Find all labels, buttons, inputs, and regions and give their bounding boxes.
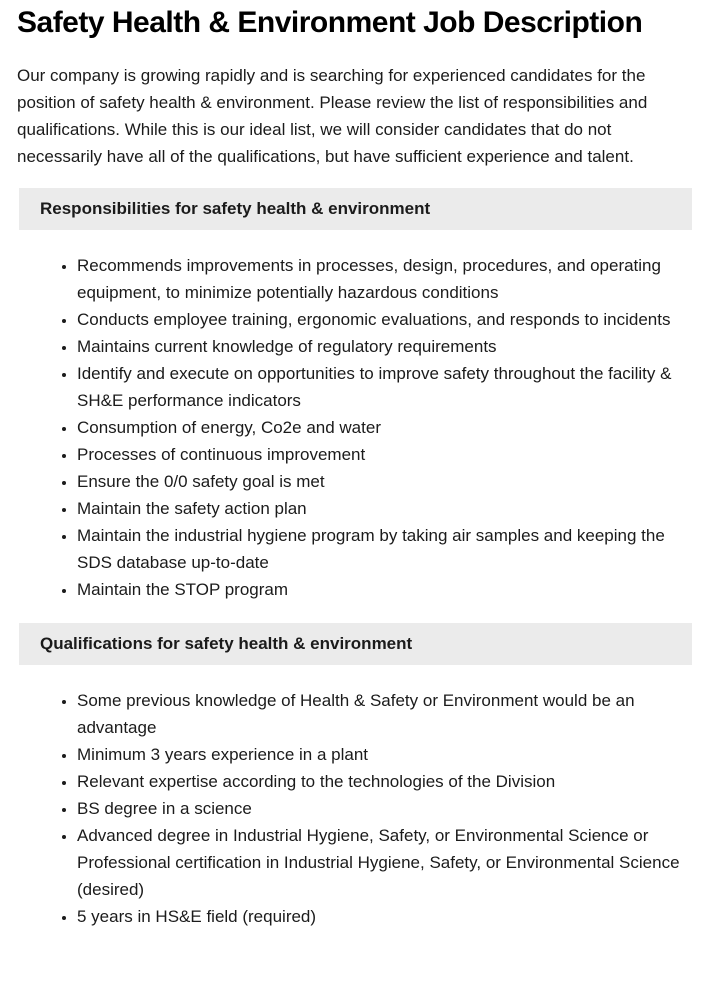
section-heading-responsibilities bbox=[19, 188, 692, 230]
list-item: • Processes of continuous improvement bbox=[77, 441, 692, 468]
list-item: • Consumption of energy, Co2e and water bbox=[77, 414, 692, 441]
list-item: • Relevant expertise according to the technologies of the Division bbox=[77, 768, 692, 795]
list-item: • Recommends improvements in processes, design, procedures, and operating equipment, to minimize potentially hazardous conditions bbox=[77, 252, 692, 306]
list-item: • Maintain the STOP program bbox=[77, 576, 692, 603]
page-title: Safety Health & Environment Job Description bbox=[17, 6, 643, 39]
list-item: • Identify and execute on opportunities to improve safety throughout the facility & SH&E performance indicators bbox=[77, 360, 692, 414]
section-heading-label: Responsibilities for safety health & environment bbox=[40, 199, 431, 218]
list-item: • Conducts employee training, ergonomic evaluations, and responds to incidents bbox=[77, 306, 692, 333]
list-item: • Advanced degree in Industrial Hygiene, Safety, or Environmental Science or Professional certification in Industrial Hygiene, Safety, or Environmental Science (desired) bbox=[77, 822, 692, 903]
section-heading-label: Qualifications for safety health & environment bbox=[40, 634, 413, 653]
list-item: • 5 years in HS&E field (required) bbox=[77, 903, 692, 930]
list-item: • Maintains current knowledge of regulatory requirements bbox=[77, 333, 692, 360]
list-item: • Maintain the safety action plan bbox=[77, 495, 692, 522]
intro-paragraph: Our company is growing rapidly and is searching for experienced candidates for the position of safety health & environment. Please review the list of responsibilities and qualifications. While this is our ideal list, we will consider candidates that do not necessarily have all of the qualifications, but have sufficient experience and talent. bbox=[17, 66, 648, 166]
list-item: • Maintain the industrial hygiene program by taking air samples and keeping the SDS database up-to-date bbox=[77, 522, 692, 576]
section-heading-qualifications bbox=[19, 623, 692, 665]
list-item: • Minimum 3 years experience in a plant bbox=[77, 741, 692, 768]
qualifications-list bbox=[17, 687, 692, 930]
responsibilities-list bbox=[17, 252, 692, 603]
list-item: • Ensure the 0/0 safety goal is met bbox=[77, 468, 692, 495]
list-item: • Some previous knowledge of Health & Safety or Environment would be an advantage bbox=[77, 687, 692, 741]
list-item: • BS degree in a science bbox=[77, 795, 692, 822]
